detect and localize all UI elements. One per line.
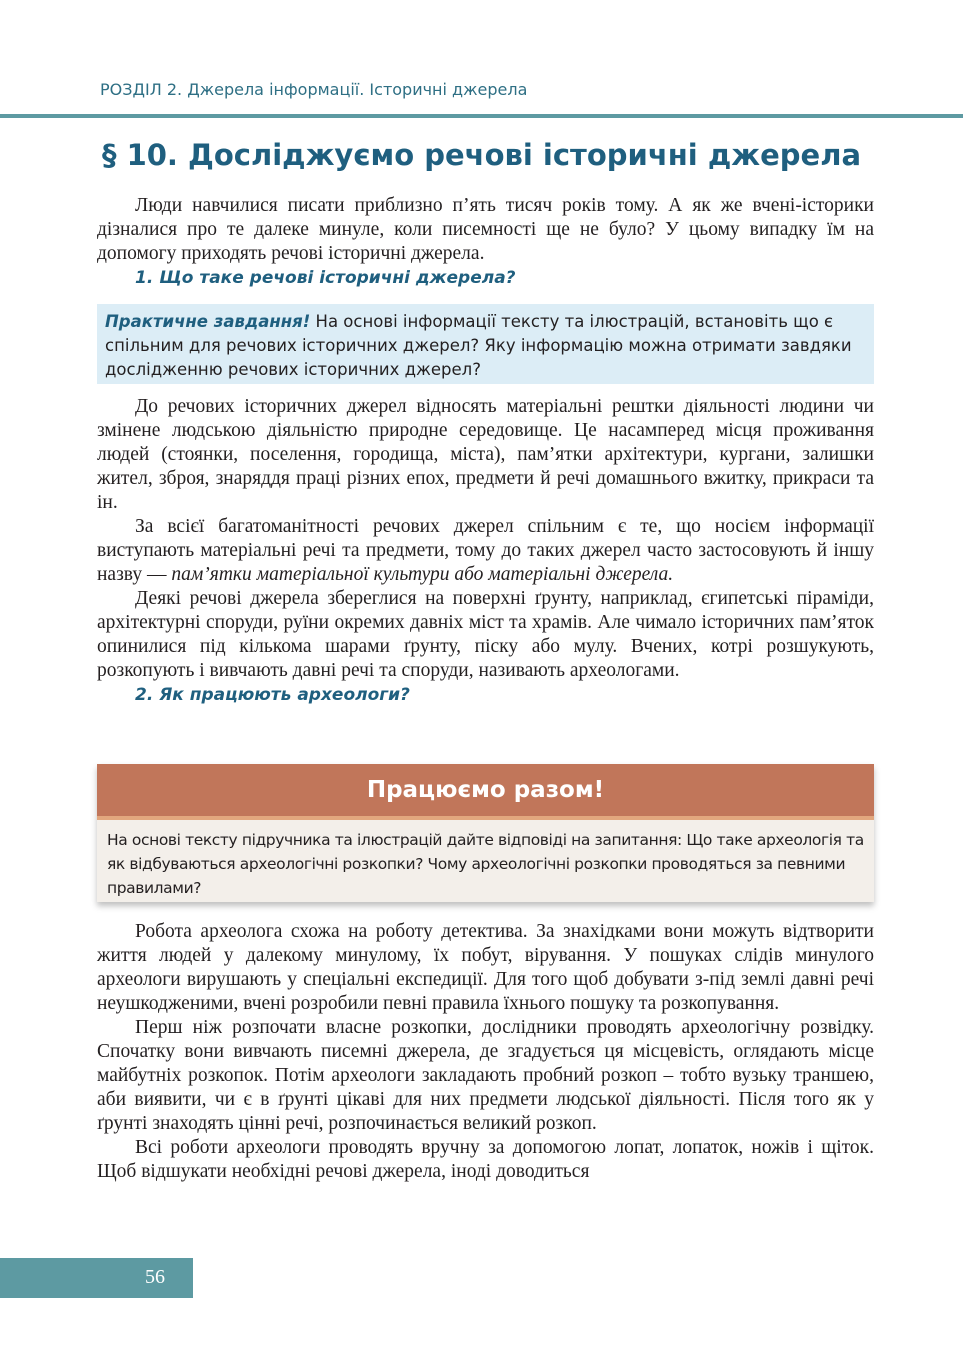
- page-number: 56: [145, 1266, 165, 1288]
- practical-task-text: На основі інформації тексту та ілюстрацій, встановіть що є спільним для речових історичних джерел? Яку інформацію можна отримати завдяки дослідженню речових історичних джерел?: [105, 312, 852, 379]
- main-text-block-2: [97, 920, 874, 1184]
- paragraph-detective: Робота археолога схожа на роботу детектива. За знахідками вони можуть відтворити життя людей у далекому минулому, їх побут, вірування. У пошуках слідів минулого археологи вирушають у спеціальні експедиції. Для того щоб добувати з-під землі давні речі неушкодженими, вчені розробили певні правила їхнього пошуку та розкопування.: [97, 921, 874, 1014]
- intro-block: [97, 194, 874, 290]
- paragraph-material-remains: До речових історичних джерел відносять матеріальні рештки діяльності людини чи змінене людською діяльністю природне середовище. Це насамперед місця проживання людей (стоянки, поселення, городища, міста), пам’ятки архітектури, кургани, залишки жител, зброя, знаряддя праці різних епох, предмети й речі домашнього вжитку, прикраси та ін.: [97, 396, 874, 513]
- paragraph-material-culture: [97, 515, 874, 587]
- running-head: РОЗДІЛ 2. Джерела інформації. Історичні джерела: [100, 80, 528, 99]
- work-together-box: [97, 764, 874, 902]
- main-text-block-1: [97, 395, 874, 707]
- paragraph-tools: Всі роботи археологи проводять вручну за допомогою лопат, лопаток, ножів і щіток. Щоб відшукати необхідні речові джерела, іноді доводиться: [97, 1137, 874, 1182]
- practical-task-label: Практичне завдання!: [105, 312, 311, 331]
- work-together-text: На основі тексту підручника та ілюстрацій дайте відповіді на запитання: Що таке археологія та як відбуваються археологічні розкопки? Чому археологічні розкопки проводяться за певними правилами?: [107, 831, 864, 897]
- practical-task-box: [97, 304, 874, 384]
- page-title: § 10. Досліджуємо речові історичні джерела: [101, 138, 862, 172]
- intro-paragraph: Люди навчилися писати приблизно п’ять тисяч років тому. А як же вчені-історики дізналися про те далеке минуле, коли писемності ще не було? У цьому випадку їм на допомогу приходять речові історичні джерела.: [97, 195, 874, 264]
- paragraph-survey: Перш ніж розпочати власне розкопки, дослідники проводять археологічну розвідку. Спочатку вони вивчають писемні джерела, де згадується ця місцевість, оглядають місце майбутніх розкопок. Потім археологи закладають пробний розкоп – тобто вузьку траншею, аби виявити, чи є в ґрунті цікаві для них предмети людської діяльності. Після того як у ґрунті знаходять цінні речі, розпочинається великий розкоп.: [97, 1017, 874, 1134]
- section-question-1: 1. Що таке речові історичні джерела?: [135, 268, 516, 288]
- paragraph-material-culture-term: пам’ятки матеріальної культури або матеріальні джерела.: [171, 564, 674, 585]
- section-question-2: 2. Як працюють археологи?: [135, 685, 410, 705]
- paragraph-archaeologists: Деякі речові джерела збереглися на поверхні ґрунту, наприклад, єгипетські піраміди, архітектурні споруди, руїни окремих давніх міст та храмів. Але чимало історичних пам’яток опинилися під кількома шарами ґрунту, піску або мулу. Вчених, котрі розшукують, розкопують і вивчають давні речі та споруди, називають археологами.: [97, 588, 874, 681]
- paragraph-material-culture-text: За всієї багатоманітності речових джерел спільним є те, що носієм інформації виступають матеріальні речі та предмети, тому до таких джерел часто застосовують й іншу назву —: [97, 516, 874, 585]
- header-rule: [0, 114, 963, 118]
- work-together-heading: Працюємо разом!: [97, 764, 874, 816]
